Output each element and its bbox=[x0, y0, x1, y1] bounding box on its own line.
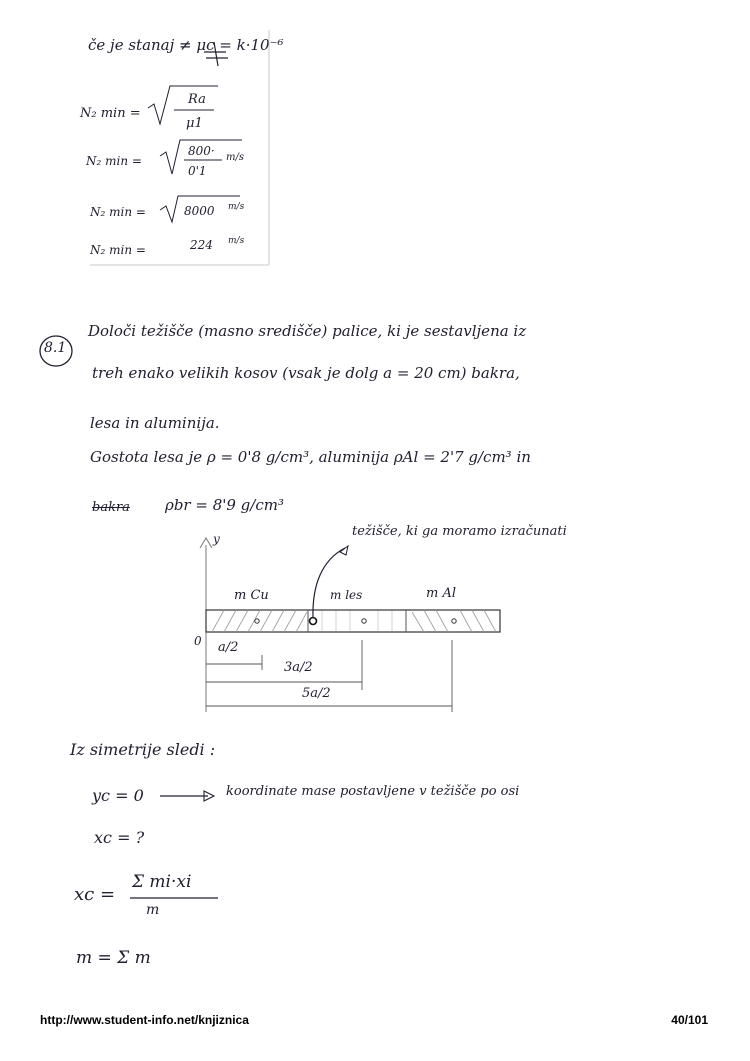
center-dot-copper bbox=[255, 619, 259, 623]
center-dot-wood bbox=[362, 619, 366, 623]
sqrt-sign-1 bbox=[148, 86, 218, 124]
label-aluminum-mass: m Al bbox=[426, 586, 457, 601]
solution-yc-note: koordinate mase postavljene v težišče po osi bbox=[226, 784, 520, 799]
solution-xc-numerator: Σ mi·xi bbox=[132, 872, 192, 892]
centroid-marker bbox=[310, 618, 317, 625]
annotation-arrow-line bbox=[313, 548, 345, 618]
solution-total-mass: m = Σ m bbox=[76, 948, 151, 968]
problem-line-5-struck: bakra bbox=[92, 500, 130, 515]
formula-line-4-left: N₂ min = bbox=[90, 205, 146, 219]
dim-label-5a-half: 5a/2 bbox=[302, 686, 331, 701]
problem-line-1: Določi težišče (masno središče) palice, ki je sestavljena iz bbox=[88, 322, 527, 340]
sqrt-sign-3 bbox=[160, 196, 240, 222]
formula-line-2-left: N₂ min = bbox=[80, 106, 141, 121]
formula-line-4-val: 8000 bbox=[184, 204, 215, 218]
formula-line-2-den: μ1 bbox=[186, 116, 203, 131]
sqrt-sign-2 bbox=[160, 140, 242, 174]
origin-label: 0 bbox=[194, 634, 202, 648]
dim-label-3a-half: 3a/2 bbox=[284, 660, 313, 675]
problem-line-4: Gostota lesa je ρ = 0'8 g/cm³, aluminija ρAl = 2'7 g/cm³ in bbox=[90, 448, 531, 466]
solution-xc-question: xc = ? bbox=[94, 828, 145, 847]
hatch-wood bbox=[322, 611, 392, 631]
formula-line-5-unit: m/s bbox=[228, 236, 245, 246]
solution-xc-left: xc = bbox=[74, 884, 116, 905]
hatch-aluminum bbox=[412, 610, 496, 632]
formula-line-4-unit: m/s bbox=[228, 202, 245, 212]
formula-line-5-val: 224 bbox=[190, 238, 213, 252]
problem-line-2: treh enako velikih kosov (vsak je dolg a = 20 cm) bakra, bbox=[92, 364, 520, 382]
solution-line-1: Iz simetrije sledi : bbox=[70, 740, 216, 759]
problem-line-5: ρbr = 8'9 g/cm³ bbox=[165, 496, 284, 514]
centroid-annotation: težišče, ki ga moramo izračunati bbox=[352, 524, 567, 539]
label-copper-mass: m Cu bbox=[234, 588, 269, 603]
problem-number: 8.1 bbox=[44, 340, 67, 356]
annotation-arrow-head bbox=[340, 546, 348, 555]
formula-line-3-num: 800· bbox=[188, 144, 215, 158]
problem-number-circle bbox=[40, 336, 72, 366]
formula-line-5-left: N₂ min = bbox=[90, 243, 146, 257]
formula-line-1: če je stanaj ≠ μc = k·10⁻⁶ bbox=[88, 36, 284, 54]
page-number: 40/101 bbox=[671, 1013, 708, 1027]
formula-line-2-num: Ra bbox=[188, 92, 206, 107]
footer-link[interactable]: http://www.student-info.net/knjiznica bbox=[40, 1013, 249, 1027]
formula-line-3-unit: m/s bbox=[226, 152, 244, 163]
problem-line-3: lesa in aluminija. bbox=[90, 414, 220, 432]
cross-mark bbox=[204, 42, 228, 66]
solution-xc-denominator: m bbox=[146, 902, 160, 918]
solution-yc: yc = 0 bbox=[92, 786, 144, 805]
formula-line-3-den: 0'1 bbox=[188, 164, 207, 178]
label-wood-mass: m les bbox=[330, 588, 363, 602]
center-dot-aluminum bbox=[452, 619, 456, 623]
y-axis-label: y bbox=[213, 532, 220, 546]
dim-label-a-half: a/2 bbox=[218, 640, 239, 655]
formula-line-3-left: N₂ min = bbox=[86, 154, 142, 168]
